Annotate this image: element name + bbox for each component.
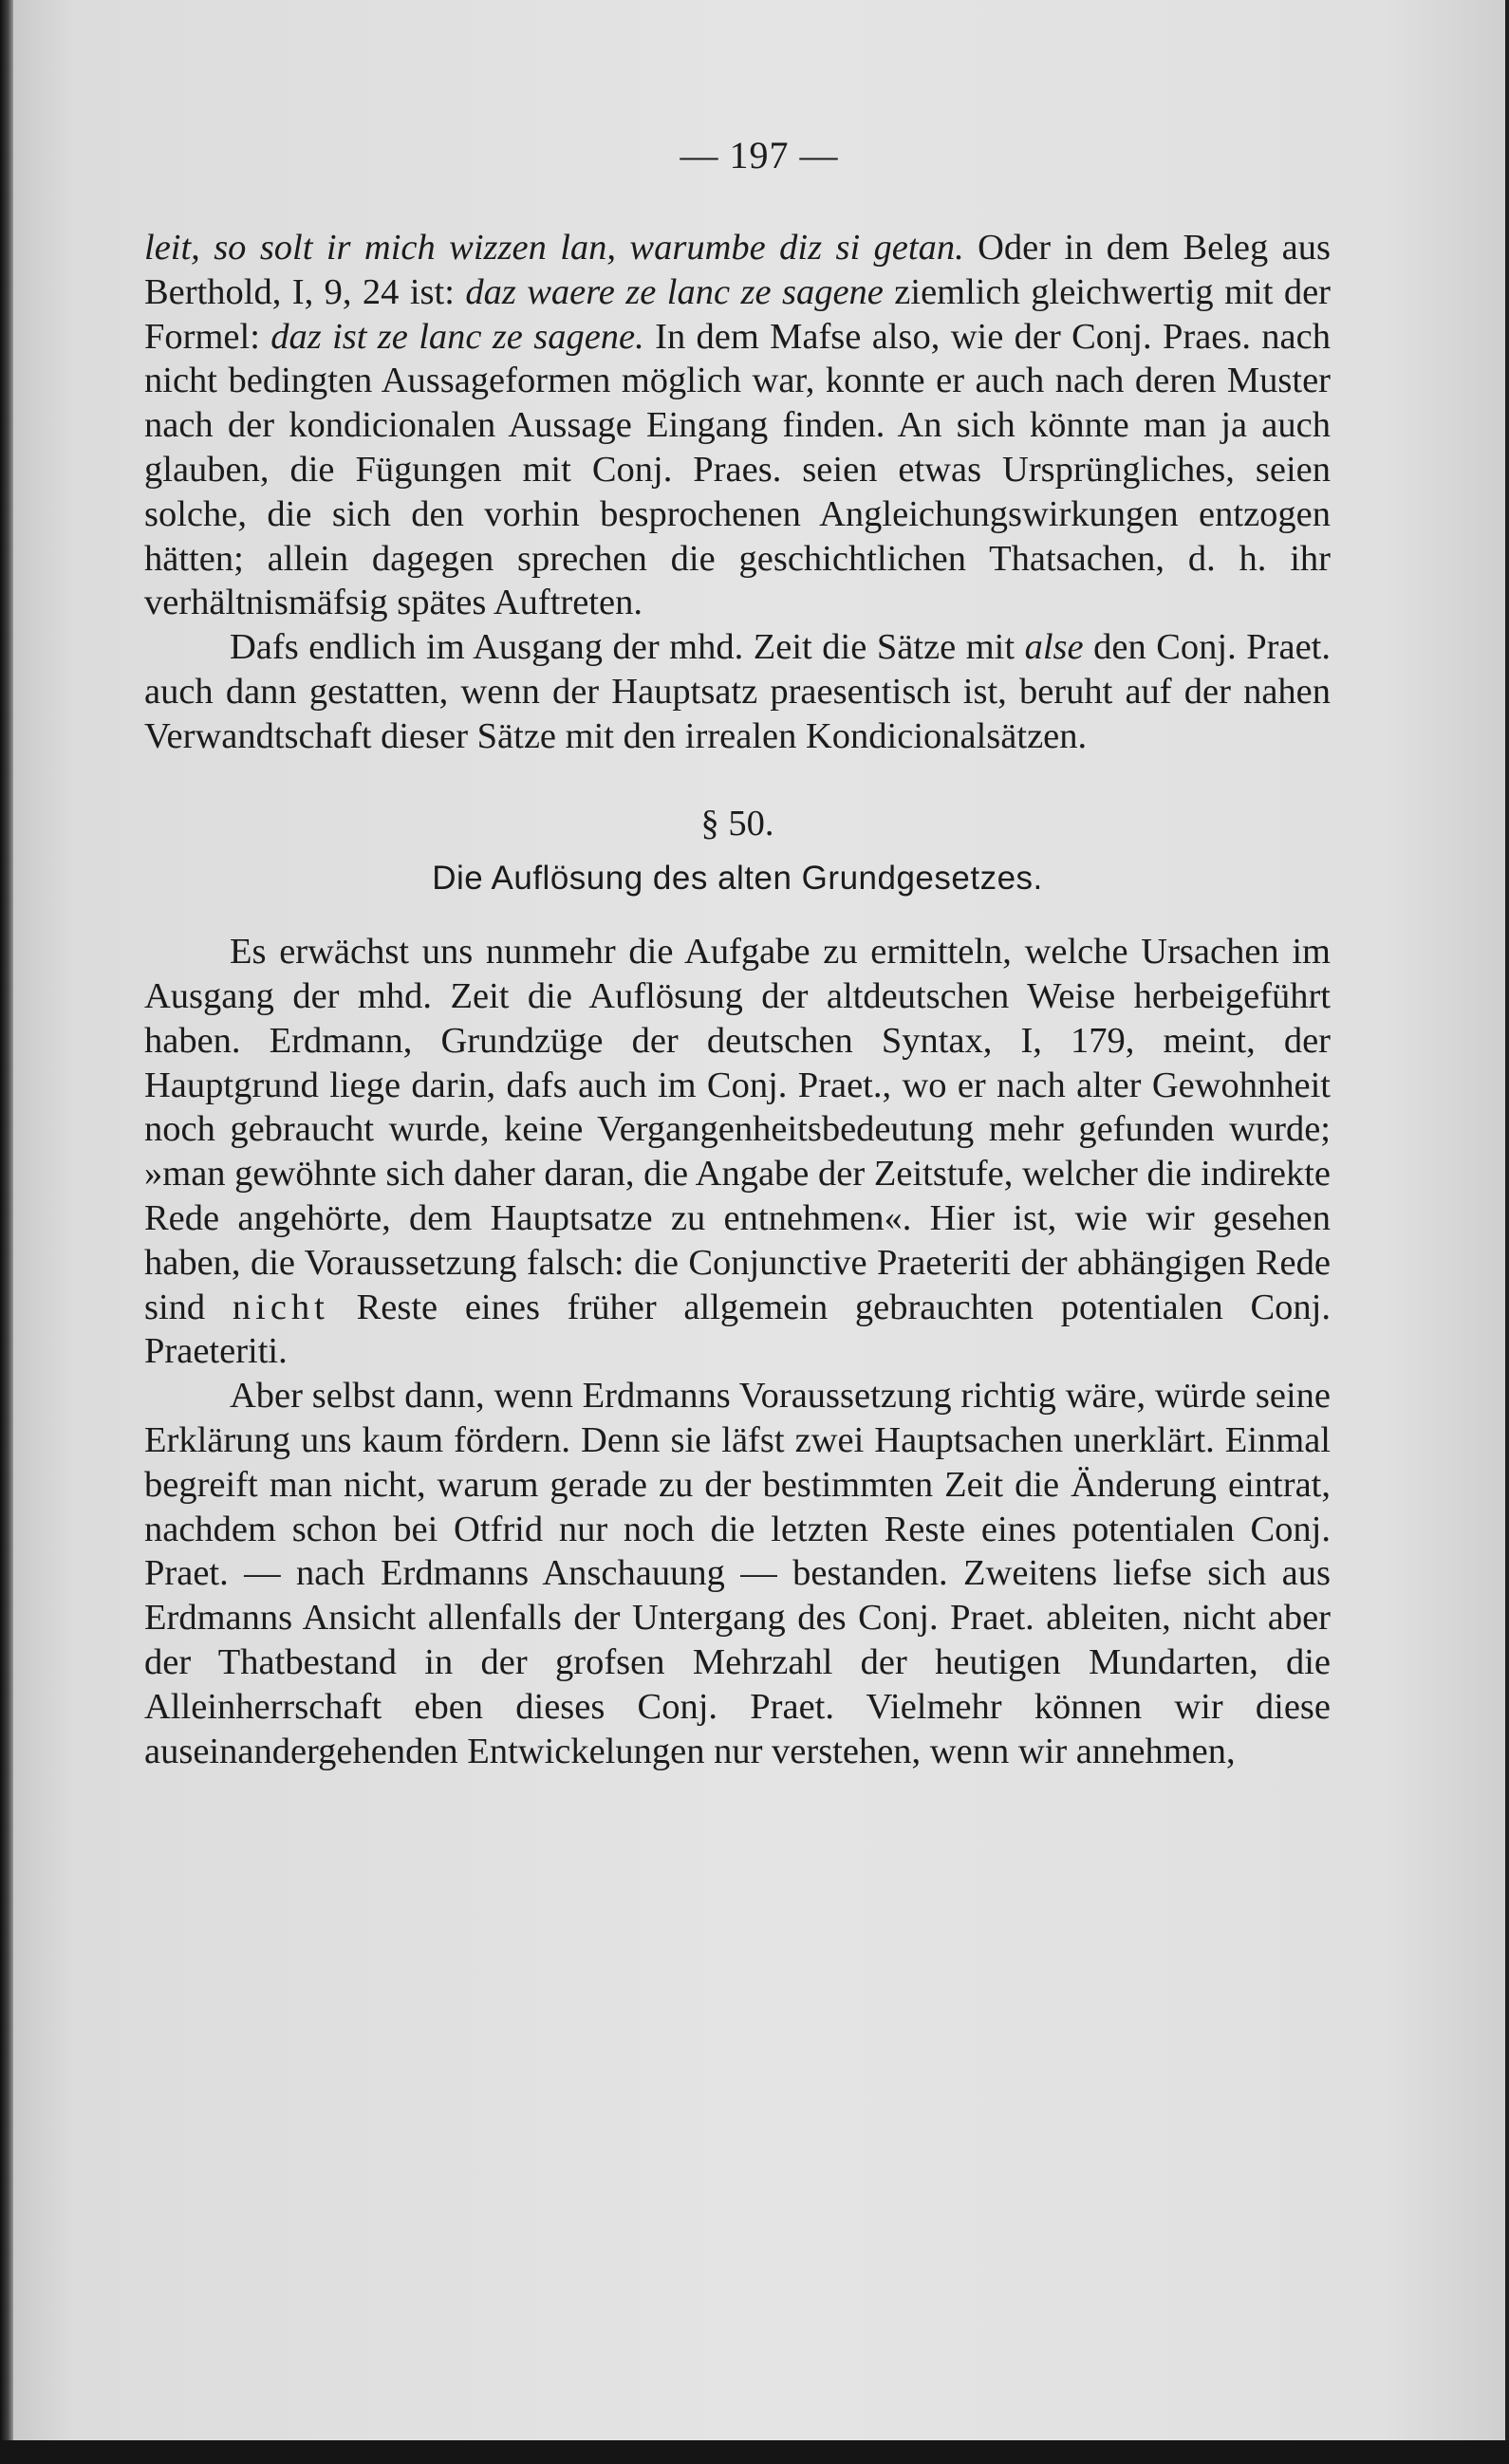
paragraph-continuation (144, 226, 1331, 625)
text-run: ziemlich gleichwertig mit der Formel: (144, 271, 1332, 357)
section-title: Die Auflösung des alten Grundgesetzes. (432, 860, 1043, 898)
body-text (144, 226, 1331, 1773)
book-page (13, 0, 1505, 2464)
scan-left-edge (0, 0, 13, 2464)
text-run: den Conj. Praet. auch dann gestatten, wenn der Hauptsatz praesentisch ist, beruht auf der nahen Verwandtschaft dieser Sätze mit den irrealen Kondicionalsätzen. (144, 627, 1331, 756)
paragraph (144, 625, 1331, 758)
quote-italic: daz waere ze lanc ze sagene (465, 271, 884, 312)
text-run: Reste eines früher allgemein gebrauchten potentialen Conj. Praeteriti. (144, 1287, 1331, 1372)
scan-bottom-edge (0, 2440, 1509, 2464)
term-italic: alse (1024, 627, 1084, 668)
section-number: § 50. (700, 803, 774, 843)
paragraph (144, 930, 1331, 1374)
text-run: Oder in dem Beleg aus Berthold, I, 9, 24 ist: (144, 228, 1331, 312)
paragraph: Aber selbst dann, wenn Erdmanns Voraussetzung richtig wäre, würde seine Erklärung uns kaum fördern. Denn sie läfst zwei Hauptsachen unerklärt. Einmal begreift man nicht, warum gerade zu der bestimmten Zeit die Änderung eintrat, nachdem schon bei Otfrid nur noch die letzten Reste eines potentialen Conj. Praet. — nach Erdmanns Anschauung — bestanden. Zweitens liefse sich aus Erdmanns Ansicht allenfalls der Untergang des Conj. Praet. ableiten, nicht aber der Thatbestand in der grofsen Mehrzahl der heutigen Mundarten, die Alleinherrschaft eben dieses Conj. Praet. Vielmehr können wir diese auseinandergehenden Entwickelungen nur verstehen, wenn wir annehmen, (144, 1376, 1331, 1771)
emphasis-spaced: nicht (232, 1287, 329, 1327)
text-run: Dafs endlich im Ausgang der mhd. Zeit die Sätze mit (230, 627, 1025, 668)
text-run: In dem Mafse also, wie der Conj. Praes. nach nicht bedingten Aussageformen möglich war, konnte er auch nach deren Muster nach der kondicionalen Aussage Eingang finden. An sich könnte man ja auch glauben, die Fügungen mit Conj. Praes. seien etwas Ursprüngliches, seien solche, die sich den vorhin besprochenen Angleichungswirkungen entzogen hätten; allein dagegen sprechen die geschichtlichen Thatsachen, d. h. ihr verhältnismäfsig spätes Auftreten. (144, 316, 1331, 623)
quote-italic: daz ist ze lanc ze sagene. (270, 316, 644, 357)
page-number-header: — 197 — (680, 134, 839, 176)
quote-italic: leit, so solt ir mich wizzen lan, warumbe diz si getan. (144, 228, 964, 268)
text-run: Es erwächst uns nunmehr die Aufgabe zu ermitteln, welche Ursachen im Ausgang der mhd. Zeit die Auflösung der altdeutschen Weise herbeigeführt haben. Erdmann, Grundzüge der deutschen Syntax, I, 179, meint, der Hauptgrund liege darin, dafs auch im Conj. Praet., wo er nach alter Gewohnheit noch gebraucht wurde, keine Vergangenheitsbedeutung mehr gefunden wurde; »man gewöhnte sich daher daran, die Angabe der Zeitstufe, welcher die indirekte Rede angehörte, dem Hauptsatze zu entnehmen«. Hier ist, wie wir gesehen haben, die Voraussetzung falsch: die Conjunctive Praeteriti der abhängigen Rede sind (144, 932, 1331, 1327)
